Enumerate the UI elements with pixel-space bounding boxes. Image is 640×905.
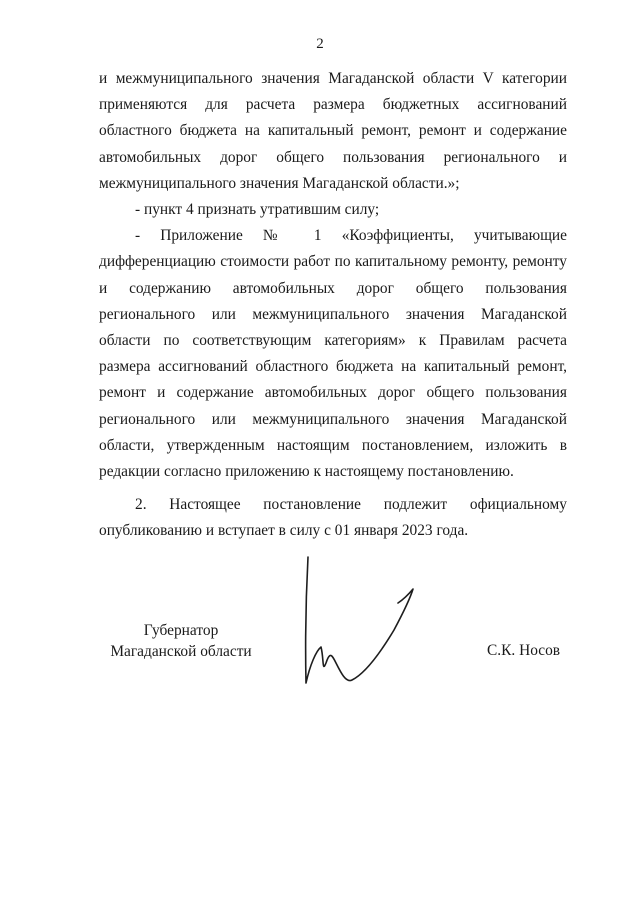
paragraph-continuation: и межмуниципального значения Магаданской области V категории применяются для расчета размера бюджетных ассигнований областного бюджета на капитальный ремонт, ремонт и содержание автомобильных дорог общего пользования регионального и межмуниципального значения Магаданской области.»; — [99, 70, 567, 192]
position-line-2: Магаданской области — [110, 643, 252, 660]
paragraph-2: 2. Настоящее постановление подлежит официальному опубликованию и вступает в силу с 01 января 2023 года. — [99, 496, 567, 540]
handwritten-signature — [286, 555, 426, 690]
signature-block — [0, 620, 640, 710]
page-number: 2 — [316, 36, 324, 52]
signer-name: С.К. Носов — [487, 642, 561, 659]
signer-position — [96, 620, 266, 662]
paragraph-item-4: - пункт 4 признать утратившим силу; — [135, 201, 380, 219]
document-body — [99, 66, 567, 545]
position-line-1: Губернатор — [143, 622, 219, 639]
paragraph-appendix: - Приложение № 1 «Коэффициенты, учитывающие дифференциацию стоимости работ по капитальному ремонту, ремонту и содержанию автомобильных дорог общего пользования регионального или межмуниципального значения Магаданской области по соответствующим категориям» к Правилам расчета размера ассигнований областного бюджета на капитальный ремонт, ремонт и содержание автомобильных дорог общего пользования регионального или межмуниципального значения Магаданской области, утвержденным настоящим постановлением, изложить в редакции согласно приложению к настоящему постановлению. — [99, 227, 567, 481]
